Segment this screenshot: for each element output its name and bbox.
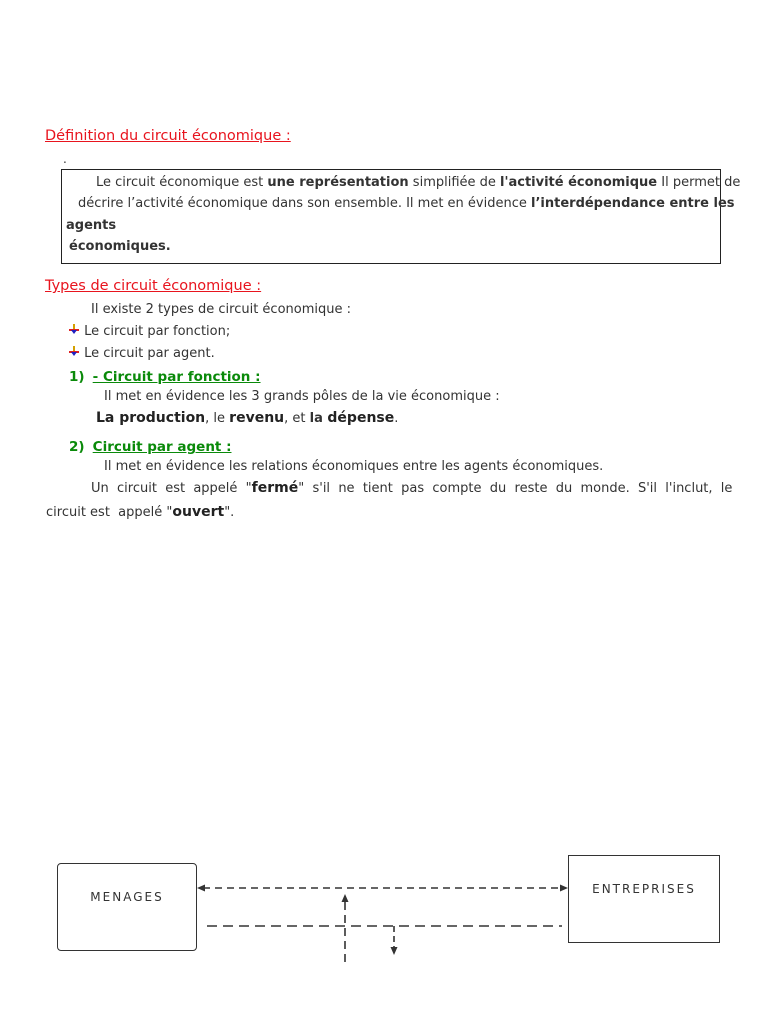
agent-title: Circuit par agent : — [92, 439, 232, 455]
para-d: circuit est appelé " — [46, 505, 173, 520]
para-a: Un circuit est appelé " — [91, 481, 252, 496]
definition-line-4: économiques. — [69, 239, 171, 254]
para-ferme: fermé — [251, 480, 299, 496]
def-bold-interdependance: l’interdépendance entre les — [531, 196, 735, 211]
entreprises-label: ENTREPRISES — [592, 882, 696, 896]
fonction-title: - Circuit par fonction : — [92, 369, 261, 385]
def-text-a: Le circuit économique est — [96, 175, 268, 190]
arrow-left-icon — [197, 885, 205, 892]
def-text-line2: décrire l’activité économique dans son ensemble. Il met en évidence — [78, 196, 532, 211]
definition-line-3: agents — [66, 218, 117, 233]
para-c: " s'il ne tient pas compte du reste du monde. S'il l'inclut, le — [298, 481, 733, 496]
agent-number: 2) — [69, 439, 85, 455]
agent-text: Il met en évidence les relations économiques entre les agents économiques. — [104, 459, 604, 474]
bullet-fonction-label: Le circuit par fonction; — [84, 324, 231, 339]
pole-la: la — [309, 411, 328, 426]
fonction-text: Il met en évidence les 3 grands pôles de la vie économique : — [104, 389, 500, 404]
menages-label: MENAGES — [90, 890, 164, 904]
pole-production: La production — [96, 410, 206, 426]
para-ouvert: ouvert — [172, 504, 225, 520]
pole-revenu: revenu — [229, 410, 285, 426]
def-text-e: Il permet de — [657, 175, 741, 190]
arrow-down-icon — [391, 947, 398, 955]
def-bold-representation: une représentation — [267, 175, 409, 190]
pole-end: . — [394, 411, 399, 426]
def-bold-activite: l'activité économique — [500, 175, 658, 190]
definition-dot: . — [63, 152, 67, 166]
pole-sep-2: , et — [284, 411, 310, 426]
types-heading: Types de circuit économique : — [45, 278, 262, 294]
definition-heading: Définition du circuit économique : — [45, 128, 291, 144]
para-f: ". — [224, 505, 235, 520]
types-intro: Il existe 2 types de circuit économique : — [91, 302, 351, 317]
pole-sep-1: , le — [205, 411, 230, 426]
arrow-right-icon — [560, 885, 568, 892]
bullet-agent-label: Le circuit par agent. — [84, 346, 215, 361]
pole-depense: dépense — [327, 410, 395, 426]
arrow-up-icon — [342, 894, 349, 902]
fonction-number: 1) — [69, 369, 85, 385]
def-text-c: simplifiée de — [408, 175, 501, 190]
